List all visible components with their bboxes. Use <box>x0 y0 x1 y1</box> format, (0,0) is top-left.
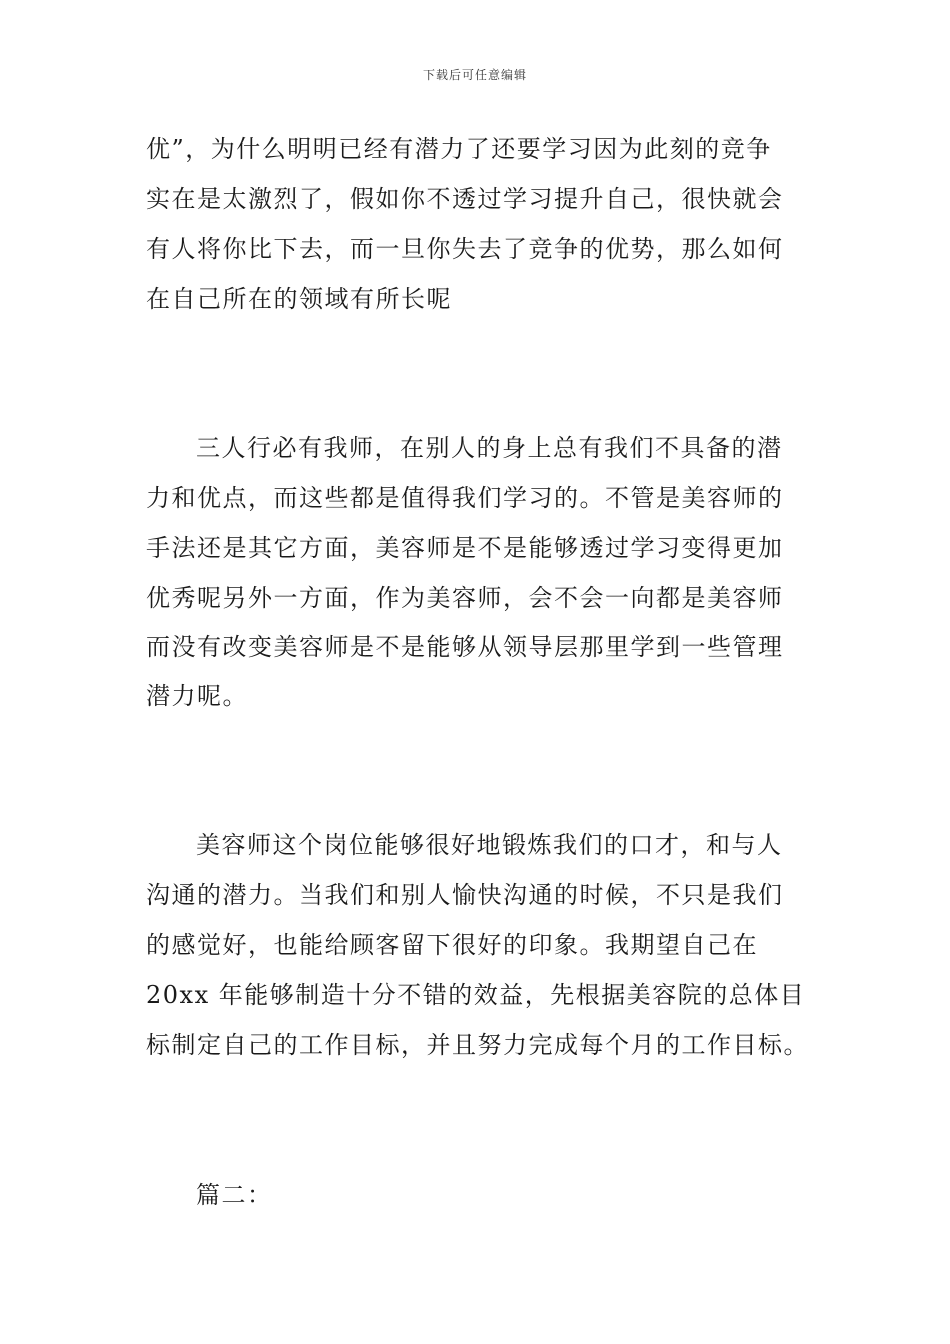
paragraph-2-line-6: 潜力呢。 <box>146 682 248 710</box>
paragraph-3-line-1: 美容师这个岗位能够很好地锻炼我们的口才，和与人 <box>196 831 783 859</box>
paragraph-3-line-2: 沟通的潜力。当我们和别人愉快沟通的时候，不只是我们 <box>146 881 784 909</box>
paragraph-2-line-1: 三人行必有我师，在别人的身上总有我们不具备的潜 <box>196 434 783 462</box>
paragraph-3-line-4: 20xx 年能够制造十分不错的效益，先根据美容院的总体目 <box>146 981 806 1009</box>
paragraph-2-line-2: 力和优点，而这些都是值得我们学习的。不管是美容师的 <box>146 484 784 512</box>
paragraph-2-line-3: 手法还是其它方面，美容师是不是能够透过学习变得更加 <box>146 534 784 562</box>
paragraph-1-line-4: 在自己所在的领域有所长呢 <box>146 285 452 313</box>
paragraph-1-line-2: 实在是太激烈了，假如你不透过学习提升自己，很快就会 <box>146 185 784 213</box>
paragraph-1-line-3: 有人将你比下去，而一旦你失去了竞争的优势，那么如何 <box>146 235 784 263</box>
page-header: 下载后可任意编辑 <box>422 68 527 82</box>
section-heading: 篇二： <box>196 1181 273 1209</box>
paragraph-2-line-4: 优秀呢另外一方面，作为美容师，会不会一向都是美容师 <box>146 584 784 612</box>
paragraph-1-line-1: 优”，为什么明明已经有潜力了还要学习因为此刻的竞争 <box>146 135 772 163</box>
paragraph-2-line-5: 而没有改变美容师是不是能够从领导层那里学到一些管理 <box>146 633 784 661</box>
paragraph-3-line-5: 标制定自己的工作目标，并且努力完成每个月的工作目标。 <box>146 1031 809 1059</box>
paragraph-3-line-3: 的感觉好，也能给顾客留下很好的印象。我期望自己在 <box>146 931 758 959</box>
